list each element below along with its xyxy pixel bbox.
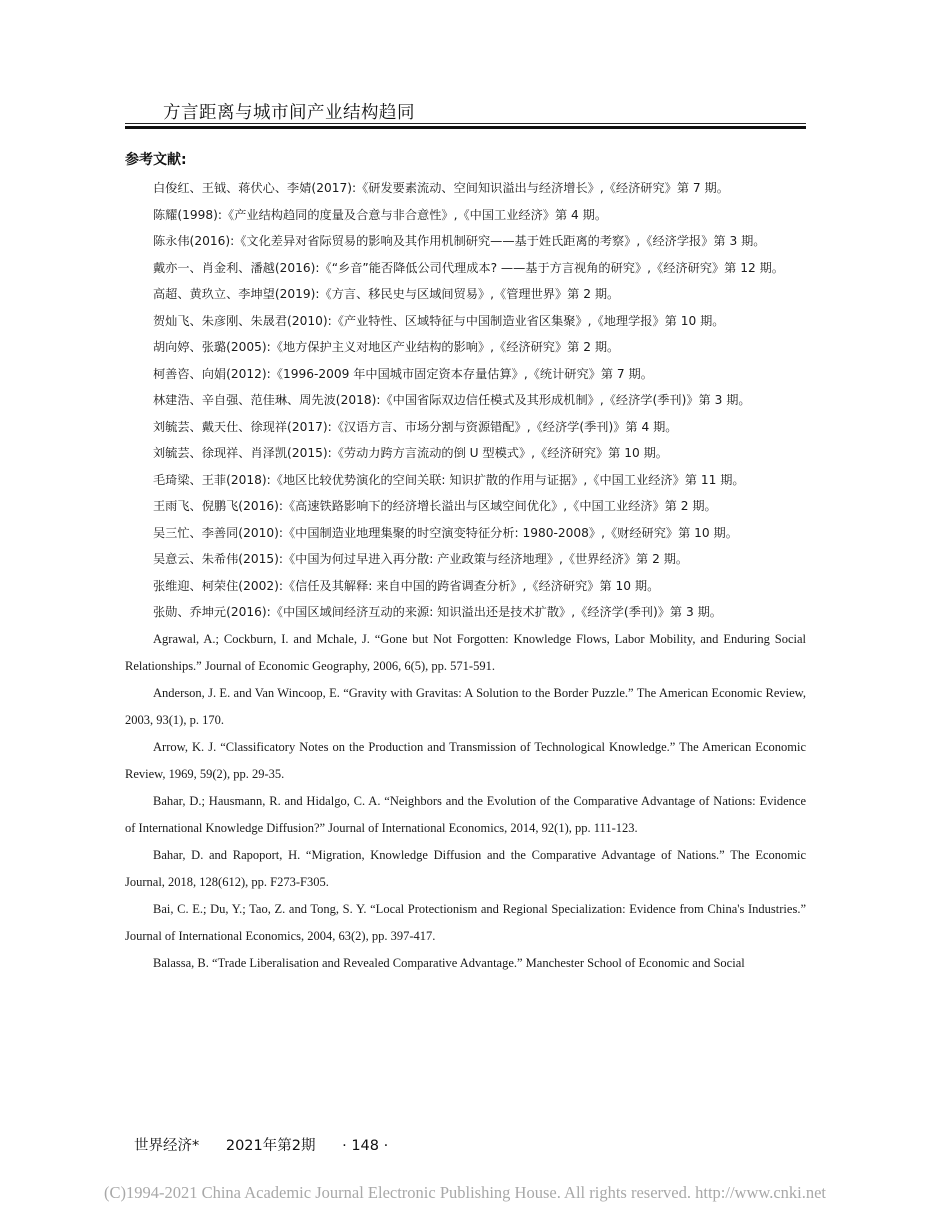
reference-item: 高超、黄玖立、李坤望(2019):《方言、移民史与区域间贸易》,《管理世界》第 2 期。 xyxy=(153,287,620,301)
running-header-title: 方言距离与城市间产业结构趋同 xyxy=(163,103,415,123)
copyright-notice: (C)1994-2021 China Academic Journal Electronic Publishing House. All rights reserved. http://www.cnki.net xyxy=(103,1183,827,1202)
reference-item: 胡向婷、张璐(2005):《地方保护主义对地区产业结构的影响》,《经济研究》第 2 期。 xyxy=(153,340,620,354)
reference-item: 张维迎、柯荣住(2002):《信任及其解释: 来自中国的跨省调查分析》,《经济研究》第 10 期。 xyxy=(153,578,660,593)
reference-item: Bahar, D.; Hausmann, R. and Hidalgo, C. A. “Neighbors and the Evolution of the Comparative Advantage of Nations: Evidence of International Knowledge Diffusion?” Journal of International Economics, 2014, 92(1), pp. 111-123. xyxy=(125,793,806,835)
reference-item: 白俊红、王钺、蒋伏心、李婧(2017):《研发要素流动、空间知识溢出与经济增长》,《经济研究》第 7 期。 xyxy=(153,181,729,195)
reference-item: 陈耀(1998):《产业结构趋同的度量及合意与非合意性》,《中国工业经济》第 4 期。 xyxy=(153,207,608,222)
reference-item: 张勋、乔坤元(2016):《中国区域间经济互动的来源: 知识溢出还是技术扩散》,《经济学(季刊)》第 3 期。 xyxy=(153,605,722,619)
references-heading: 参考文献: xyxy=(125,152,187,168)
reference-item: 毛琦梁、王菲(2018):《地区比较优势演化的空间关联: 知识扩散的作用与证据》,《中国工业经济》第 11 期。 xyxy=(153,472,745,487)
reference-item: Bahar, D. and Rapoport, H. “Migration, Knowledge Diffusion and the Comparative Advantage of Nations.” The Economic Journal, 2018, 128(612), pp. F273-F305. xyxy=(125,847,806,889)
reference-item: Arrow, K. J. “Classificatory Notes on the Production and Transmission of Technological Knowledge.” The American Economic Review, 1969, 59(2), pp. 29-35. xyxy=(125,739,806,781)
reference-item: Bai, C. E.; Du, Y.; Tao, Z. and Tong, S. Y. “Local Protectionism and Regional Specialization: Evidence from China's Industries.” Journal of International Economics, 2004, 63(2), pp. 397-417. xyxy=(125,901,806,943)
reference-item: 吴三忙、李善同(2010):《中国制造业地理集聚的时空演变特征分析: 1980-2008》,《财经研究》第 10 期。 xyxy=(153,525,738,540)
header-rule-thin xyxy=(125,123,806,124)
references-list xyxy=(125,175,806,977)
reference-item: 林建浩、辛自强、范佳琳、周先波(2018):《中国省际双边信任模式及其形成机制》,《经济学(季刊)》第 3 期。 xyxy=(153,393,751,407)
header-rule-thick xyxy=(125,126,806,129)
reference-item: 刘毓芸、戴天仕、徐现祥(2017):《汉语方言、市场分割与资源错配》,《经济学(季刊)》第 4 期。 xyxy=(153,419,678,434)
reference-item: 吴意云、朱希伟(2015):《中国为何过早进入再分散: 产业政策与经济地理》,《世界经济》第 2 期。 xyxy=(153,552,689,566)
reference-item: 陈永伟(2016):《文化差异对省际贸易的影响及其作用机制研究——基于姓氏距离的考察》,《经济学报》第 3 期。 xyxy=(153,234,766,248)
reference-item: 贺灿飞、朱彦刚、朱晟君(2010):《产业特性、区域特征与中国制造业省区集聚》,《地理学报》第 10 期。 xyxy=(153,313,725,328)
footer-journal-name: 世界经济* xyxy=(134,1138,200,1154)
footer-issue: 2021年第2期 xyxy=(225,1138,316,1154)
reference-item: Balassa, B. “Trade Liberalisation and Revealed Comparative Advantage.” Manchester School of Economic and Social xyxy=(153,955,745,970)
reference-item: Agrawal, A.; Cockburn, I. and Mchale, J. “Gone but Not Forgotten: Knowledge Flows, Labor Mobility, and Enduring Social Relationships.” Journal of Economic Geography, 2006, 6(5), pp. 571-591. xyxy=(125,631,806,673)
reference-item: 柯善咨、向娟(2012):《1996-2009 年中国城市固定资本存量估算》,《统计研究》第 7 期。 xyxy=(153,366,653,381)
reference-item: 戴亦一、肖金利、潘越(2016):《“乡音”能否降低公司代理成本? ——基于方言视角的研究》,《经济研究》第 12 期。 xyxy=(153,260,784,275)
page-footer xyxy=(134,1134,410,1155)
reference-item: 刘毓芸、徐现祥、肖泽凯(2015):《劳动力跨方言流动的倒 U 型模式》,《经济研究》第 10 期。 xyxy=(153,446,668,460)
reference-item: Anderson, J. E. and Van Wincoop, E. “Gravity with Gravitas: A Solution to the Border Puzzle.” The American Economic Review, 2003, 93(1), p. 170. xyxy=(125,685,806,727)
footer-page-number: · 148 · xyxy=(342,1138,389,1154)
reference-item: 王雨飞、倪鹏飞(2016):《高速铁路影响下的经济增长溢出与区域空间优化》,《中国工业经济》第 2 期。 xyxy=(153,499,717,513)
